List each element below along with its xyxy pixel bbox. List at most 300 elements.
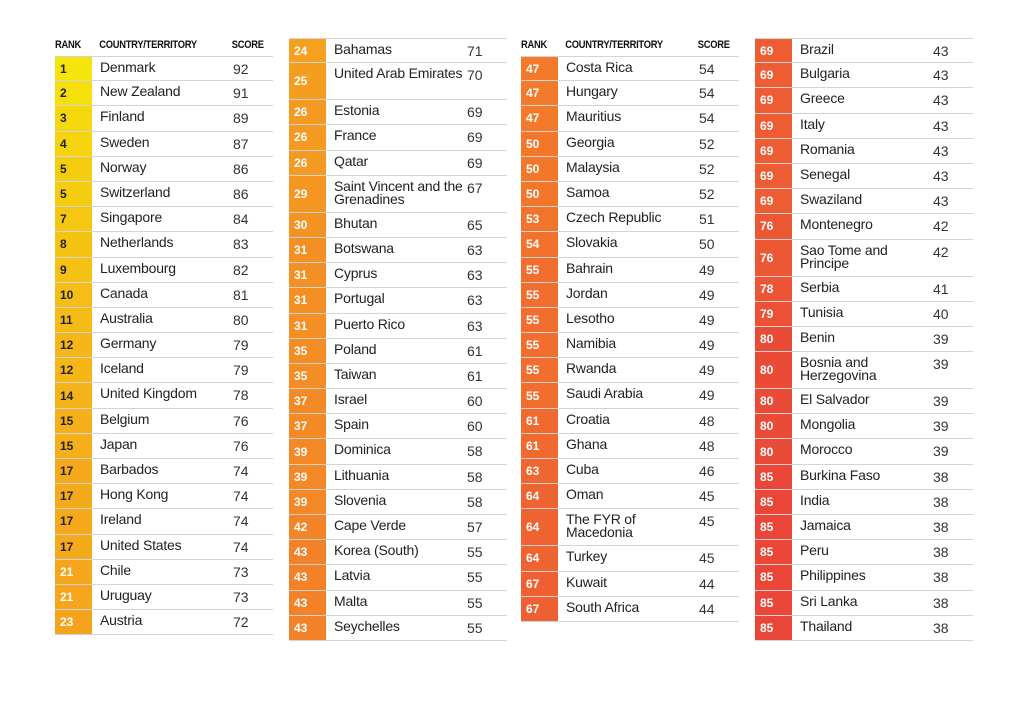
rank-cell: 47 — [521, 106, 558, 130]
score-cell: 45 — [699, 513, 715, 530]
rank-cell: 55 — [521, 383, 558, 407]
table-row — [289, 125, 507, 150]
country-cell: Malaysia — [566, 158, 620, 175]
score-cell: 38 — [933, 544, 949, 561]
rank-cell: 69 — [755, 164, 792, 188]
country-cell: Bosnia and Herzegovina — [800, 354, 877, 384]
table-row — [55, 484, 273, 509]
rank-cell: 85 — [755, 465, 792, 489]
table-row — [55, 132, 273, 157]
score-cell: 39 — [933, 418, 949, 435]
rank-cell: 76 — [755, 240, 792, 276]
table-row — [55, 106, 273, 131]
table-row — [521, 358, 739, 383]
table-row — [755, 327, 973, 352]
country-cell: Rwanda — [566, 360, 617, 377]
country-cell: Luxembourg — [100, 259, 176, 276]
country-cell: Czech Republic — [566, 209, 662, 226]
score-cell: 79 — [233, 362, 249, 379]
country-cell: Saudi Arabia — [566, 385, 643, 402]
table-row — [755, 38, 973, 63]
rank-cell: 69 — [755, 139, 792, 163]
table-row — [55, 157, 273, 182]
rank-cell: 17 — [55, 509, 92, 533]
score-header: SCORE — [697, 39, 730, 51]
country-cell: Romania — [800, 140, 855, 157]
column-header — [521, 34, 730, 56]
score-cell: 55 — [467, 619, 483, 636]
table-row — [755, 63, 973, 88]
table-row — [289, 465, 507, 490]
table-row — [755, 616, 973, 641]
ranking-column — [55, 34, 273, 635]
rank-cell: 31 — [289, 263, 326, 287]
score-cell: 54 — [699, 85, 715, 102]
rank-cell: 55 — [521, 333, 558, 357]
table-row — [55, 585, 273, 610]
table-row — [289, 288, 507, 313]
rank-cell: 26 — [289, 100, 326, 124]
table-row — [289, 213, 507, 238]
score-cell: 52 — [699, 135, 715, 152]
table-row — [55, 258, 273, 283]
country-header: COUNTRY/TERRITORY — [565, 39, 663, 51]
table-row — [289, 263, 507, 288]
table-row — [289, 63, 507, 100]
rank-cell: 31 — [289, 314, 326, 338]
table-row — [289, 176, 507, 213]
table-row — [55, 81, 273, 106]
country-cell: Taiwan — [334, 365, 377, 382]
rank-cell: 17 — [55, 484, 92, 508]
rank-cell: 80 — [755, 327, 792, 351]
score-cell: 52 — [699, 185, 715, 202]
score-cell: 38 — [933, 569, 949, 586]
score-cell: 89 — [233, 110, 249, 127]
country-cell: Sri Lanka — [800, 592, 858, 609]
country-cell: Mauritius — [566, 108, 621, 125]
table-row — [289, 314, 507, 339]
score-cell: 63 — [467, 267, 483, 284]
rank-cell: 2 — [55, 81, 92, 105]
score-cell: 61 — [467, 342, 483, 359]
table-row — [289, 515, 507, 540]
table-row — [521, 509, 739, 546]
rank-cell: 50 — [521, 132, 558, 156]
country-cell: Finland — [100, 108, 145, 125]
rank-cell: 31 — [289, 238, 326, 262]
table-row — [521, 283, 739, 308]
ranking-column — [755, 38, 973, 641]
score-cell: 49 — [699, 337, 715, 354]
country-cell: Lesotho — [566, 309, 615, 326]
country-cell: Denmark — [100, 59, 156, 75]
score-cell: 46 — [699, 463, 715, 479]
country-cell: Botswana — [334, 239, 394, 256]
table-row — [755, 565, 973, 590]
table-row — [289, 565, 507, 590]
rank-header: RANK — [55, 39, 81, 51]
country-cell: Bahrain — [566, 259, 613, 276]
column-header — [55, 34, 264, 56]
table-row — [55, 409, 273, 434]
rank-cell: 39 — [289, 465, 326, 489]
table-row — [755, 490, 973, 515]
score-cell: 38 — [933, 594, 949, 611]
score-cell: 65 — [467, 216, 483, 233]
table-row — [289, 238, 507, 263]
score-cell: 60 — [467, 418, 483, 435]
rank-cell: 37 — [289, 389, 326, 413]
country-cell: United Arab Emirates — [334, 65, 463, 82]
rank-cell: 25 — [289, 63, 326, 99]
country-cell: Montenegro — [800, 216, 873, 233]
table-row — [55, 182, 273, 207]
score-cell: 54 — [699, 61, 715, 77]
score-cell: 69 — [467, 129, 483, 146]
table-row — [289, 100, 507, 125]
score-cell: 41 — [933, 280, 949, 297]
score-cell: 43 — [933, 142, 949, 159]
rank-cell: 69 — [755, 189, 792, 213]
score-cell: 69 — [467, 154, 483, 171]
rank-cell: 55 — [521, 258, 558, 282]
rank-cell: 21 — [55, 560, 92, 584]
country-cell: Senegal — [800, 165, 850, 182]
rank-cell: 5 — [55, 157, 92, 181]
rank-cell: 1 — [55, 57, 92, 80]
country-cell: Bulgaria — [800, 65, 850, 82]
rank-cell: 85 — [755, 515, 792, 539]
score-cell: 43 — [933, 117, 949, 134]
score-cell: 79 — [233, 337, 249, 354]
score-cell: 81 — [233, 286, 249, 303]
rank-cell: 4 — [55, 132, 92, 156]
rank-cell: 85 — [755, 591, 792, 615]
table-row — [289, 490, 507, 515]
table-row — [755, 277, 973, 302]
table-row — [521, 546, 739, 571]
country-cell: Hong Kong — [100, 486, 169, 503]
rank-cell: 17 — [55, 459, 92, 483]
country-cell: Estonia — [334, 102, 380, 119]
table-row — [289, 364, 507, 389]
rank-cell: 31 — [289, 288, 326, 312]
rank-cell: 7 — [55, 207, 92, 231]
table-row — [755, 515, 973, 540]
country-cell: Oman — [566, 486, 604, 503]
table-row — [289, 339, 507, 364]
score-cell: 87 — [233, 135, 249, 152]
country-cell: Mongolia — [800, 416, 856, 433]
rank-cell: 80 — [755, 414, 792, 438]
score-cell: 44 — [699, 575, 715, 592]
score-cell: 54 — [699, 110, 715, 127]
country-cell: Ireland — [100, 511, 142, 528]
rank-cell: 50 — [521, 157, 558, 181]
country-cell: Morocco — [800, 441, 853, 458]
table-row — [55, 509, 273, 534]
country-cell: Philippines — [800, 567, 866, 584]
table-row — [289, 389, 507, 414]
country-cell: Cape Verde — [334, 517, 406, 533]
score-cell: 43 — [933, 43, 949, 59]
rank-cell: 9 — [55, 258, 92, 282]
country-cell: Turkey — [566, 548, 608, 565]
table-row — [521, 106, 739, 131]
country-cell: Swaziland — [800, 191, 863, 208]
country-cell: Ghana — [566, 435, 608, 452]
score-cell: 57 — [467, 519, 483, 535]
rank-cell: 80 — [755, 439, 792, 463]
country-cell: Samoa — [566, 183, 610, 200]
rank-cell: 12 — [55, 358, 92, 382]
rank-cell: 63 — [521, 459, 558, 483]
score-cell: 45 — [699, 550, 715, 567]
score-cell: 58 — [467, 468, 483, 485]
country-cell: Benin — [800, 328, 835, 345]
table-row — [755, 114, 973, 139]
score-cell: 63 — [467, 292, 483, 309]
country-cell: United Kingdom — [100, 385, 197, 402]
rank-cell: 61 — [521, 434, 558, 458]
score-cell: 67 — [467, 179, 483, 196]
score-cell: 60 — [467, 393, 483, 410]
country-cell: Italy — [800, 115, 825, 132]
score-cell: 58 — [467, 493, 483, 510]
rank-cell: 64 — [521, 509, 558, 545]
country-cell: Namibia — [566, 335, 616, 352]
score-cell: 45 — [699, 488, 715, 505]
score-cell: 58 — [467, 443, 483, 460]
country-cell: Japan — [100, 435, 138, 452]
rank-cell: 85 — [755, 490, 792, 514]
rank-cell: 61 — [521, 409, 558, 433]
rank-cell: 43 — [289, 616, 326, 640]
table-row — [55, 383, 273, 408]
score-cell: 38 — [933, 619, 949, 636]
score-cell: 72 — [233, 614, 249, 631]
table-row — [521, 484, 739, 509]
score-cell: 84 — [233, 211, 249, 228]
country-cell: Kuwait — [566, 573, 607, 590]
country-cell: Korea (South) — [334, 542, 419, 559]
rank-cell: 55 — [521, 283, 558, 307]
country-cell: Spain — [334, 416, 369, 433]
country-cell: Croatia — [566, 410, 610, 427]
country-cell: Belgium — [100, 410, 150, 427]
rank-cell: 21 — [55, 585, 92, 609]
score-cell: 74 — [233, 463, 249, 479]
rank-cell: 69 — [755, 114, 792, 138]
score-cell: 76 — [233, 437, 249, 454]
rank-cell: 15 — [55, 409, 92, 433]
rank-cell: 85 — [755, 540, 792, 564]
rank-cell: 43 — [289, 565, 326, 589]
rank-cell: 43 — [289, 591, 326, 615]
score-cell: 42 — [933, 243, 949, 260]
rank-cell: 35 — [289, 364, 326, 388]
rank-cell: 43 — [289, 540, 326, 564]
score-cell: 61 — [467, 367, 483, 384]
score-cell: 49 — [699, 362, 715, 379]
table-row — [521, 333, 739, 358]
table-row — [521, 56, 739, 81]
country-cell: Puerto Rico — [334, 315, 405, 332]
rank-header: RANK — [521, 39, 547, 51]
country-cell: Germany — [100, 335, 157, 352]
table-row — [755, 540, 973, 565]
country-cell: Austria — [100, 612, 143, 629]
score-cell: 51 — [699, 211, 715, 228]
table-row — [521, 409, 739, 434]
rank-cell: 64 — [521, 546, 558, 570]
table-row — [755, 389, 973, 414]
table-row — [55, 333, 273, 358]
rank-cell: 10 — [55, 283, 92, 307]
score-cell: 55 — [467, 544, 483, 561]
score-cell: 73 — [233, 588, 249, 605]
score-cell: 78 — [233, 387, 249, 404]
score-cell: 63 — [467, 241, 483, 258]
table-row — [55, 283, 273, 308]
rank-cell: 47 — [521, 57, 558, 80]
score-cell: 38 — [933, 493, 949, 510]
table-row — [55, 535, 273, 560]
country-cell: United States — [100, 536, 182, 553]
score-cell: 39 — [933, 443, 949, 460]
table-row — [55, 459, 273, 484]
rank-cell: 3 — [55, 106, 92, 130]
score-cell: 55 — [467, 594, 483, 611]
table-row — [55, 56, 273, 81]
rank-cell: 64 — [521, 484, 558, 508]
score-cell: 55 — [467, 569, 483, 586]
score-cell: 91 — [233, 85, 249, 102]
rank-cell: 8 — [55, 232, 92, 256]
rank-cell: 47 — [521, 81, 558, 105]
rank-cell: 54 — [521, 232, 558, 256]
score-cell: 44 — [699, 600, 715, 617]
table-row — [755, 439, 973, 464]
table-row — [521, 434, 739, 459]
country-cell: Singapore — [100, 209, 163, 226]
rank-cell: 67 — [521, 597, 558, 621]
table-row — [521, 383, 739, 408]
rank-cell: 69 — [755, 63, 792, 87]
rank-cell: 79 — [755, 302, 792, 326]
country-cell: Latvia — [334, 567, 371, 584]
country-cell: Tunisia — [800, 303, 844, 320]
country-cell: Switzerland — [100, 183, 171, 200]
country-cell: Jamaica — [800, 517, 851, 533]
rank-cell: 85 — [755, 565, 792, 589]
country-cell: Sao Tome and Principe — [800, 241, 888, 271]
country-cell: Peru — [800, 542, 829, 559]
country-cell: Israel — [334, 391, 368, 408]
rank-cell: 5 — [55, 182, 92, 206]
score-cell: 86 — [233, 160, 249, 177]
country-cell: South Africa — [566, 598, 640, 615]
country-cell: Uruguay — [100, 586, 152, 603]
table-row — [521, 258, 739, 283]
score-cell: 73 — [233, 563, 249, 580]
score-cell: 48 — [699, 437, 715, 454]
table-row — [289, 540, 507, 565]
score-cell: 49 — [699, 261, 715, 278]
rank-cell: 78 — [755, 277, 792, 301]
country-cell: Norway — [100, 158, 147, 175]
rank-cell: 26 — [289, 125, 326, 149]
country-cell: Greece — [800, 90, 845, 107]
rank-cell: 55 — [521, 308, 558, 332]
table-row — [521, 207, 739, 232]
country-cell: Slovenia — [334, 491, 387, 508]
country-cell: Chile — [100, 561, 131, 578]
country-cell: Iceland — [100, 360, 144, 377]
score-cell: 80 — [233, 311, 249, 328]
table-row — [755, 189, 973, 214]
rank-cell: 17 — [55, 535, 92, 559]
rank-cell: 53 — [521, 207, 558, 231]
country-cell: New Zealand — [100, 83, 181, 100]
table-row — [55, 560, 273, 585]
score-cell: 43 — [933, 167, 949, 184]
rank-cell: 30 — [289, 213, 326, 237]
table-row — [755, 139, 973, 164]
table-row — [755, 302, 973, 327]
country-cell: Seychelles — [334, 617, 400, 634]
rank-cell: 23 — [55, 610, 92, 634]
table-row — [289, 616, 507, 641]
country-cell: El Salvador — [800, 391, 870, 408]
score-cell: 82 — [233, 261, 249, 278]
score-cell: 43 — [933, 67, 949, 84]
score-cell: 69 — [467, 104, 483, 121]
table-row — [521, 308, 739, 333]
table-row — [755, 414, 973, 439]
score-cell: 49 — [699, 387, 715, 404]
score-cell: 39 — [933, 356, 949, 373]
country-cell: Australia — [100, 309, 153, 326]
table-row — [521, 182, 739, 207]
country-cell: Brazil — [800, 41, 834, 57]
rank-cell: 39 — [289, 490, 326, 514]
table-row — [289, 439, 507, 464]
score-cell: 74 — [233, 513, 249, 530]
country-cell: Bhutan — [334, 214, 378, 231]
table-row — [55, 434, 273, 459]
rank-cell: 80 — [755, 389, 792, 413]
score-cell: 86 — [233, 185, 249, 202]
table-row — [755, 88, 973, 113]
score-cell: 48 — [699, 412, 715, 429]
rank-cell: 26 — [289, 151, 326, 175]
table-row — [755, 591, 973, 616]
country-cell: The FYR of Macedonia — [566, 511, 636, 541]
rank-cell: 55 — [521, 358, 558, 382]
table-row — [55, 358, 273, 383]
country-cell: Canada — [100, 284, 148, 301]
rank-cell: 76 — [755, 214, 792, 238]
country-cell: Thailand — [800, 617, 853, 634]
score-cell: 43 — [933, 92, 949, 109]
table-row — [55, 308, 273, 333]
score-cell: 50 — [699, 236, 715, 253]
country-cell: Qatar — [334, 152, 369, 169]
ranking-column — [289, 38, 507, 641]
score-cell: 39 — [933, 393, 949, 410]
